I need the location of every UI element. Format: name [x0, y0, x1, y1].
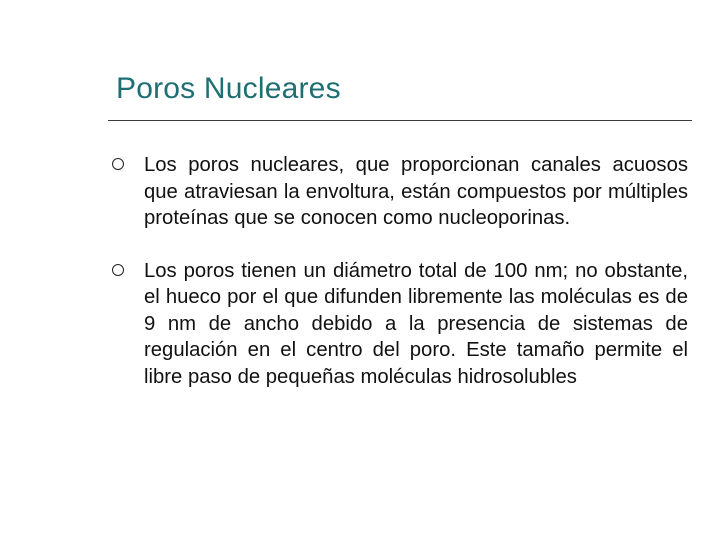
- hollow-circle-bullet-icon: [112, 264, 124, 276]
- bullet-list: [108, 152, 688, 416]
- slide-title: Poros Nucleares: [116, 72, 341, 105]
- bullet-text: Los poros tienen un diámetro total de 100 nm; no obstante, el hueco por el que difunden libremente las moléculas es de 9 nm de ancho debido a la presencia de sistemas de regulación en el centro del poro. Este tamaño permite el libre paso de pequeñas moléculas hidrosolubles: [144, 259, 688, 388]
- bullet-item: [108, 258, 688, 391]
- title-divider: [108, 120, 692, 121]
- hollow-circle-bullet-icon: [112, 158, 124, 170]
- bullet-text: Los poros nucleares, que proporcionan canales acuosos que atraviesan la envoltura, están compuestos por múltiples proteínas que se conocen como nucleoporinas.: [144, 154, 688, 229]
- bullet-item: [108, 152, 688, 232]
